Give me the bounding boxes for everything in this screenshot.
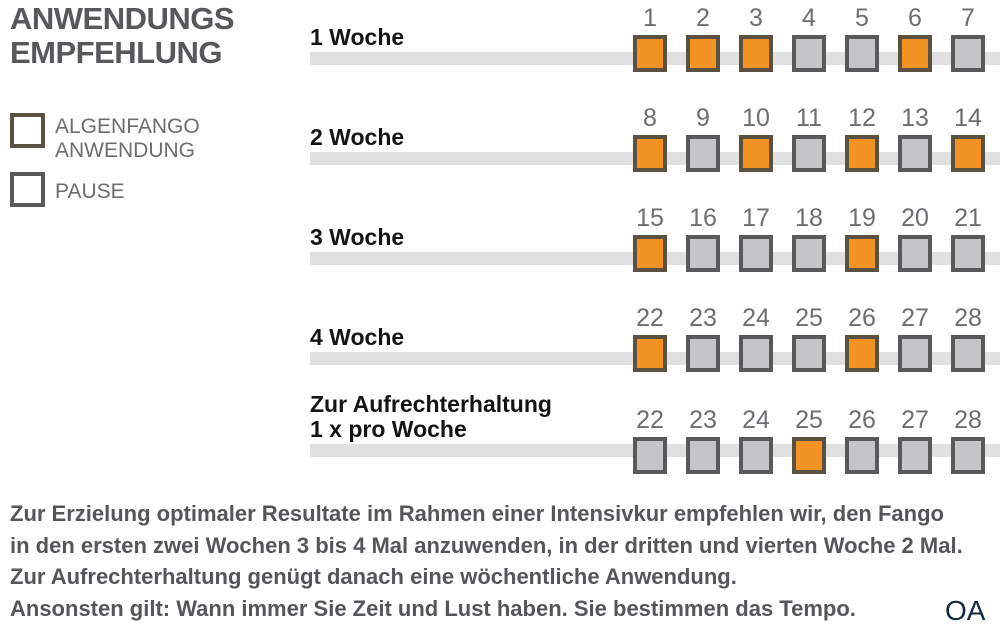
day-number: 23 bbox=[689, 304, 717, 332]
day-cell bbox=[951, 204, 985, 272]
week-label: 2 Woche bbox=[310, 124, 405, 150]
day-number: 17 bbox=[742, 204, 770, 232]
day-number: 24 bbox=[742, 406, 770, 434]
day-number: 21 bbox=[954, 204, 982, 232]
day-number: 25 bbox=[795, 304, 823, 332]
day-number: 24 bbox=[742, 304, 770, 332]
day-number: 9 bbox=[696, 104, 710, 132]
day-number: 16 bbox=[689, 204, 717, 232]
week-row-1 bbox=[0, 0, 1000, 100]
day-number: 5 bbox=[855, 4, 869, 32]
day-cell bbox=[898, 406, 932, 474]
week-label bbox=[310, 392, 552, 442]
legend-anwendung-label-line2: ANWENDUNG bbox=[55, 139, 195, 162]
day-square bbox=[845, 335, 879, 372]
day-cell bbox=[951, 104, 985, 172]
week-row-4 bbox=[0, 300, 1000, 400]
day-cell bbox=[845, 304, 879, 372]
day-number: 14 bbox=[954, 104, 982, 132]
day-cell bbox=[898, 104, 932, 172]
day-square bbox=[739, 335, 773, 372]
week-row-maintenance bbox=[0, 390, 1000, 490]
day-cell bbox=[845, 406, 879, 474]
day-number: 26 bbox=[848, 304, 876, 332]
day-cell bbox=[686, 4, 720, 72]
day-cell bbox=[686, 406, 720, 474]
day-square bbox=[633, 235, 667, 272]
day-square bbox=[633, 335, 667, 372]
day-square bbox=[739, 135, 773, 172]
day-cell bbox=[633, 104, 667, 172]
week-label-line1: Zur Aufrechterhaltung bbox=[310, 391, 552, 417]
day-cell bbox=[686, 304, 720, 372]
day-square bbox=[898, 235, 932, 272]
day-square bbox=[739, 437, 773, 474]
day-square bbox=[633, 35, 667, 72]
day-square bbox=[686, 135, 720, 172]
day-cell bbox=[739, 304, 773, 372]
day-cell bbox=[792, 304, 826, 372]
footer-text bbox=[10, 498, 963, 624]
day-cell bbox=[951, 406, 985, 474]
day-cell bbox=[845, 104, 879, 172]
day-number: 12 bbox=[848, 104, 876, 132]
day-number: 18 bbox=[795, 204, 823, 232]
day-cell bbox=[951, 304, 985, 372]
day-strip bbox=[633, 204, 985, 272]
day-square bbox=[845, 437, 879, 474]
day-cell bbox=[739, 406, 773, 474]
day-square bbox=[845, 235, 879, 272]
day-cell bbox=[739, 4, 773, 72]
day-strip bbox=[633, 406, 985, 474]
day-number: 3 bbox=[749, 4, 763, 32]
day-square bbox=[845, 35, 879, 72]
day-cell bbox=[739, 104, 773, 172]
day-strip bbox=[633, 104, 985, 172]
day-square bbox=[898, 437, 932, 474]
footer-line3: Zur Aufrechterhaltung genügt danach eine wöchentliche Anwendung. bbox=[10, 564, 737, 589]
day-strip bbox=[633, 304, 985, 372]
oa-watermark: OA bbox=[945, 595, 986, 626]
day-square bbox=[792, 235, 826, 272]
footer-line1: Zur Erzielung optimaler Resultate im Rahmen einer Intensivkur empfehlen wir, den Fango bbox=[10, 501, 944, 526]
day-square bbox=[845, 135, 879, 172]
day-cell bbox=[898, 204, 932, 272]
day-square bbox=[686, 235, 720, 272]
day-number: 25 bbox=[795, 406, 823, 434]
day-square bbox=[792, 335, 826, 372]
legend-pause-label: PAUSE bbox=[55, 180, 125, 203]
day-number: 6 bbox=[908, 4, 922, 32]
day-square bbox=[792, 35, 826, 72]
day-square bbox=[951, 35, 985, 72]
day-number: 20 bbox=[901, 204, 929, 232]
day-number: 8 bbox=[643, 104, 657, 132]
page-title-line2: EMPFEHLUNG bbox=[10, 35, 222, 70]
week-row-2 bbox=[0, 100, 1000, 200]
day-square bbox=[739, 235, 773, 272]
day-square bbox=[951, 135, 985, 172]
week-label-line2: 1 x pro Woche bbox=[310, 416, 467, 442]
week-label: 1 Woche bbox=[310, 24, 405, 50]
day-cell bbox=[633, 406, 667, 474]
day-cell bbox=[633, 204, 667, 272]
day-cell bbox=[633, 304, 667, 372]
day-square bbox=[686, 335, 720, 372]
footer-line2: in den ersten zwei Wochen 3 bis 4 Mal anzuwenden, in der dritten und vierten Woche 2 Mal. bbox=[10, 532, 963, 558]
day-number: 11 bbox=[796, 104, 822, 132]
day-square bbox=[792, 135, 826, 172]
week-label: 3 Woche bbox=[310, 224, 405, 250]
day-number: 27 bbox=[901, 406, 929, 434]
day-number: 4 bbox=[802, 4, 816, 32]
day-square bbox=[898, 335, 932, 372]
day-number: 15 bbox=[636, 204, 664, 232]
day-cell bbox=[792, 4, 826, 72]
day-square bbox=[739, 35, 773, 72]
footer-line4: Ansonsten gilt: Wann immer Sie Zeit und Lust haben. Sie bestimmen das Tempo. bbox=[10, 595, 856, 621]
day-cell bbox=[951, 4, 985, 72]
day-cell bbox=[898, 4, 932, 72]
day-cell bbox=[845, 204, 879, 272]
day-square bbox=[951, 335, 985, 372]
week-row-3 bbox=[0, 200, 1000, 300]
legend-anwendung-label-line1: ALGENFANGO bbox=[55, 115, 200, 138]
day-square bbox=[792, 437, 826, 474]
day-number: 22 bbox=[636, 304, 664, 332]
day-number: 28 bbox=[954, 406, 982, 434]
day-square bbox=[686, 35, 720, 72]
day-number: 2 bbox=[696, 4, 710, 32]
day-square bbox=[633, 437, 667, 474]
day-number: 7 bbox=[961, 4, 975, 32]
day-number: 27 bbox=[901, 304, 929, 332]
day-number: 19 bbox=[848, 204, 876, 232]
day-number: 23 bbox=[689, 406, 717, 434]
day-number: 28 bbox=[954, 304, 982, 332]
day-number: 13 bbox=[901, 104, 929, 132]
day-number: 1 bbox=[643, 4, 657, 32]
day-square bbox=[686, 437, 720, 474]
day-number: 22 bbox=[636, 406, 664, 434]
day-strip bbox=[633, 4, 985, 72]
day-cell bbox=[792, 104, 826, 172]
day-number: 26 bbox=[848, 406, 876, 434]
day-cell bbox=[898, 304, 932, 372]
day-square bbox=[951, 437, 985, 474]
week-label: 4 Woche bbox=[310, 324, 405, 350]
day-cell bbox=[845, 4, 879, 72]
day-cell bbox=[633, 4, 667, 72]
day-number: 10 bbox=[742, 104, 770, 132]
day-cell bbox=[686, 204, 720, 272]
day-square bbox=[898, 35, 932, 72]
day-square bbox=[898, 135, 932, 172]
day-square bbox=[951, 235, 985, 272]
page-title-line1: ANWENDUNGS bbox=[10, 1, 235, 36]
day-cell bbox=[792, 406, 826, 474]
day-square bbox=[633, 135, 667, 172]
day-cell bbox=[739, 204, 773, 272]
day-cell bbox=[686, 104, 720, 172]
day-cell bbox=[792, 204, 826, 272]
